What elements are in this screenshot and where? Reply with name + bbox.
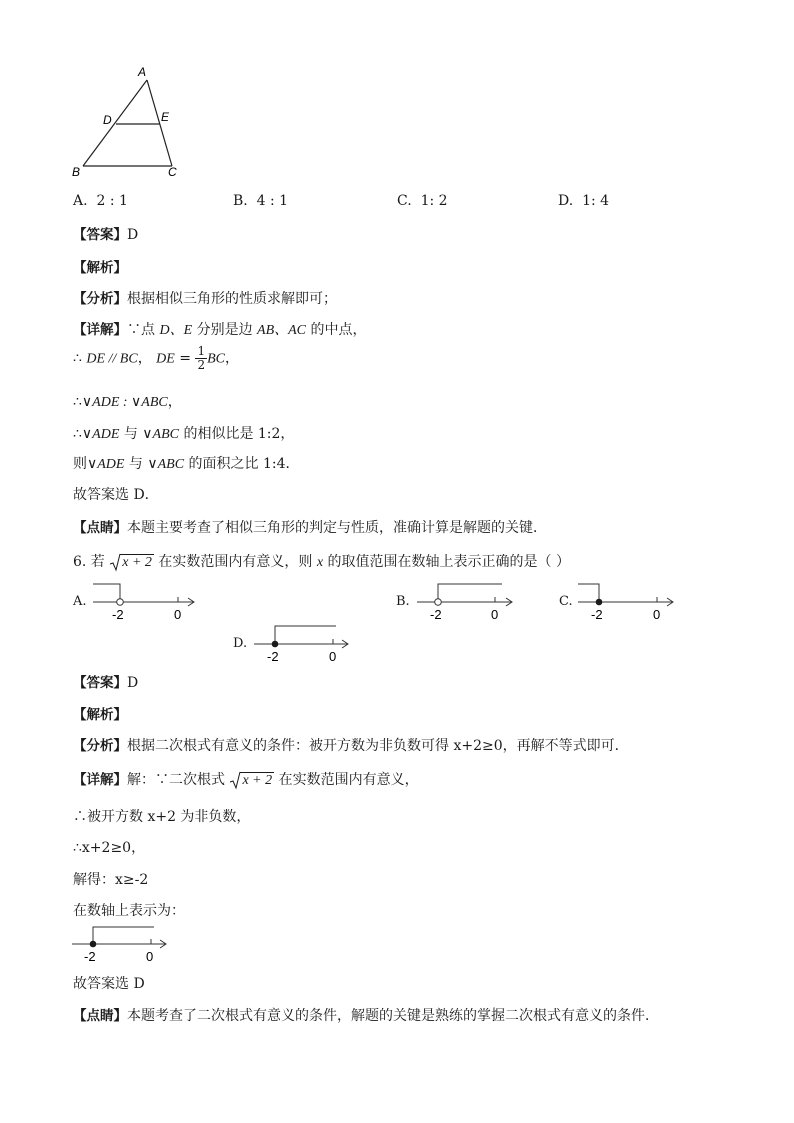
q6-conclusion: 故答案选 D — [73, 976, 145, 992]
q6-detail-line3: ∴x+2≥0， — [73, 840, 146, 856]
q5-fenxi: 【分析】根据相似三角形的性质求解即可； — [73, 291, 337, 307]
q6-stem: 6. 若 x + 2 在实数范围内有意义，则 x 的取值范围在数轴上表示正确的是（ ） — [73, 554, 570, 570]
q6-solution-numberline — [68, 920, 172, 964]
q6-option-d-letter: D. — [233, 636, 248, 651]
fraction-one-half: $\frac{1}{2}$ — [197, 344, 206, 372]
q6-option-b-letter: B. — [396, 594, 410, 609]
tick-label-left: -2 — [591, 607, 603, 622]
q6-detail-line4: 解得：x≥-2 — [73, 872, 149, 888]
q5-detail-line1: 【详解】∵点 D、E 分别是边 AB、AC 的中点， — [73, 322, 367, 338]
sqrt-expression: x + 2 — [109, 553, 154, 571]
q5-conclusion: 故答案选 D． — [73, 487, 159, 503]
q5-option-d: D. 1: 4 — [558, 193, 610, 209]
q6-detail-line5: 在数轴上表示为： — [73, 903, 185, 919]
closed-point — [596, 599, 603, 606]
q5-dianjing: 【点睛】本题主要考查了相似三角形的判定与性质，准确计算是解题的关键． — [73, 520, 547, 536]
q5-detail-line2: ∴ DE // BC， DE = $\frac{1}{2}$ BC， — [73, 344, 239, 372]
label-c: C — [168, 165, 177, 179]
label-b: B — [72, 165, 81, 179]
sqrt-expression: x + 2 — [229, 771, 274, 789]
q6-option-a-numberline — [88, 576, 200, 622]
triangle-figure — [66, 62, 186, 180]
q6-option-d-numberline — [250, 618, 354, 664]
q5-detail-line4: ∴∨ADE 与 ∨ABC 的相似比是 1:2， — [73, 426, 295, 442]
tick-label-right: 0 — [146, 949, 154, 964]
label-a: A — [138, 65, 147, 79]
q6-option-c-letter: C. — [559, 594, 573, 609]
tick-label-left: -2 — [430, 607, 442, 622]
q6-analysis-heading: 【解析】 — [73, 707, 127, 723]
closed-point — [272, 641, 279, 648]
label-e: E — [161, 110, 170, 124]
tick-label-left: -2 — [84, 949, 96, 964]
label-d: D — [103, 113, 112, 127]
q6-dianjing: 【点睛】本题考查了二次根式有意义的条件，解题的关键是熟练的掌握二次根式有意义的条件． — [73, 1008, 659, 1024]
q6-detail-line2: ∴被开方数 x+2 为非负数， — [73, 809, 251, 825]
tick-label-right: 0 — [174, 607, 182, 622]
q5-option-c: C. 1: 2 — [397, 193, 448, 209]
q6-answer: 【答案】D — [73, 675, 139, 691]
q6-option-a-letter: A. — [73, 594, 87, 609]
q5-option-a: A. 2 : 1 — [73, 193, 128, 209]
q5-answer: 【答案】D — [73, 227, 139, 243]
q5-detail-line3: ∴∨ADE : ∨ABC， — [73, 394, 182, 410]
tick-label-right: 0 — [653, 607, 661, 622]
q6-fenxi: 【分析】根据二次根式有意义的条件：被开方数为非负数可得 x+2≥0，再解不等式即可． — [73, 738, 629, 754]
triangle-side-ab — [83, 80, 147, 166]
closed-point — [90, 941, 97, 948]
q6-option-b-numberline — [412, 576, 524, 622]
tick-label-right: 0 — [329, 649, 337, 664]
q5-analysis-heading: 【解析】 — [73, 260, 127, 276]
tick-label-left: -2 — [267, 649, 279, 664]
q6-detail-line1: 【详解】解：∵二次根式 x + 2 在实数范围内有意义， — [73, 772, 419, 788]
q5-option-b: B. 4 : 1 — [233, 193, 289, 209]
open-point — [435, 599, 442, 606]
open-point — [117, 599, 124, 606]
tick-label-left: -2 — [112, 607, 124, 622]
q6-option-c-numberline — [575, 576, 681, 622]
tick-label-right: 0 — [491, 607, 499, 622]
q5-detail-line5: 则∨ADE 与 ∨ABC 的面积之比 1:4． — [73, 456, 300, 472]
